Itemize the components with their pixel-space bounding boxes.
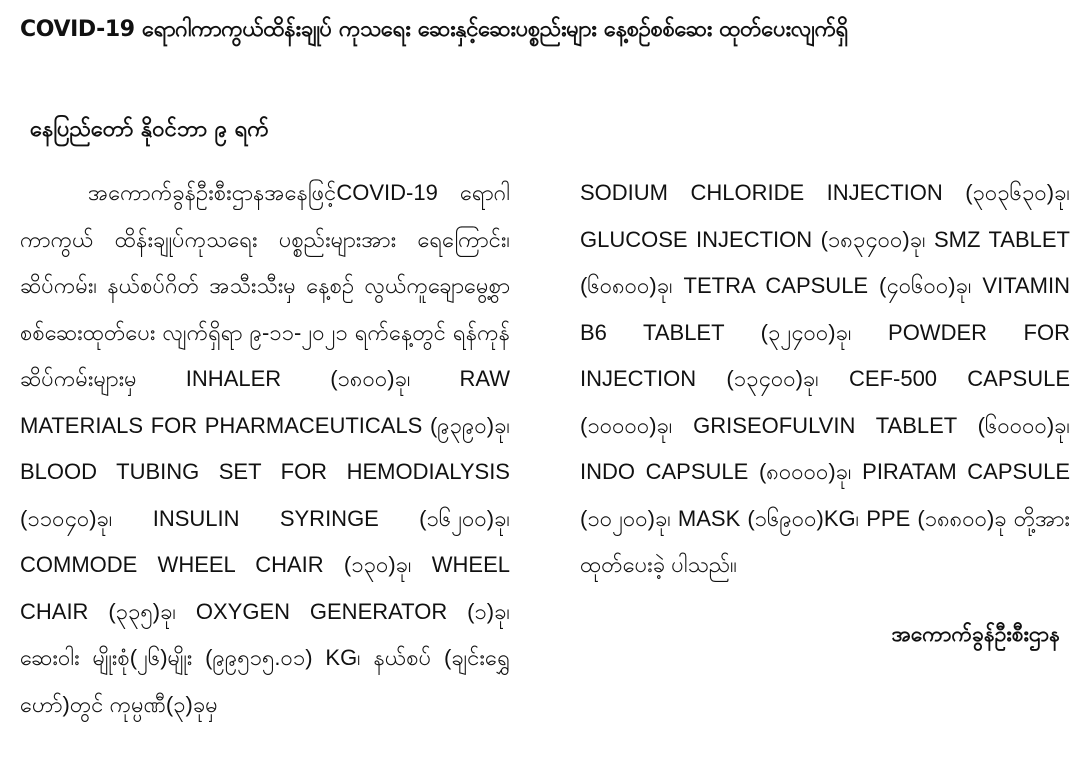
article-signature: အကောက်ခွန်ဦးစီးဌာန	[891, 622, 1060, 646]
article-body-left-column: အကောက်ခွန်ဦးစီးဌာနအနေဖြင့်COVID-19 ရောဂါကာကွယ် ထိန်းချုပ်ကုသရေး ပစ္စည်းများအား ရေကြောင်း၊ ဆိပ်ကမ်း၊ နယ်စပ်ဂိတ် အသီးသီးမှ နေ့စဉ် လွယ်ကူချောမွေ့စွာ စစ်ဆေးထုတ်ပေး လျက်ရှိရာ ၉-၁၁-၂၀၂၁ ရက်နေ့တွင် ရန်ကုန် ဆိပ်ကမ်းများမှ INHALER (၁၈၀၀)ခု၊ RAW MATERIALS FOR PHARMACEUTICALS (၉၃၉၀)ခု၊ BLOOD TUBING SET FOR HEMODIALYSIS (၁၁၀၄၀)ခု၊ INSULIN SYRINGE (၁၆၂၀၀)ခု၊ COMMODE WHEEL CHAIR (၁၃၀)ခု၊ WHEEL CHAIR (၃၃၅)ခု၊ OXYGEN GENERATOR (၁)ခု၊ ဆေးဝါး မျိုးစုံ(၂၆)မျိုး (၉၉၅၁၅.၀၁) KG၊ နယ်စပ် (ချင်းရွှေဟော်)တွင် ကုမ္ပဏီ(၃)ခုမှ	[20, 180, 510, 717]
article-body-right-column: SODIUM CHLORIDE INJECTION (၃၀၃၆၃၀)ခု၊ GLUCOSE INJECTION (၁၈၃၄၀၀)ခု၊ SMZ TABLET (၆၀၈၀၀)ခု၊ TETRA CAPSULE (၄၀၆၀၀)ခု၊ VITAMIN B6 TABLET (၃၂၄၀၀)ခု၊ POWDER FOR INJECTION (၁၃၄၀၀)ခု၊ CEF-500 CAPSULE (၁၀၀၀၀)ခု၊ GRISEOFULVIN TABLET (၆၀၀၀၀)ခု၊ INDO CAPSULE (၈၀၀၀၀)ခု၊ PIRATAM CAPSULE (၁၀၂၀၀)ခု၊ MASK (၁၆၉၀၀)KG၊ PPE (၁၈၈၀၀)ခု တို့အား ထုတ်ပေးခဲ့ ပါသည်။	[580, 180, 1070, 577]
article-headline: COVID-19 ရောဂါကာကွယ်ထိန်းချုပ် ကုသရေး ဆေးနှင့်ဆေးပစ္စည်းများ နေ့စဉ်စစ်ဆေး ထုတ်ပေးလျက်ရှိ	[20, 17, 848, 42]
article-dateline: နေပြည်တော် နိုဝင်ဘာ ၉ ရက်	[30, 117, 269, 142]
